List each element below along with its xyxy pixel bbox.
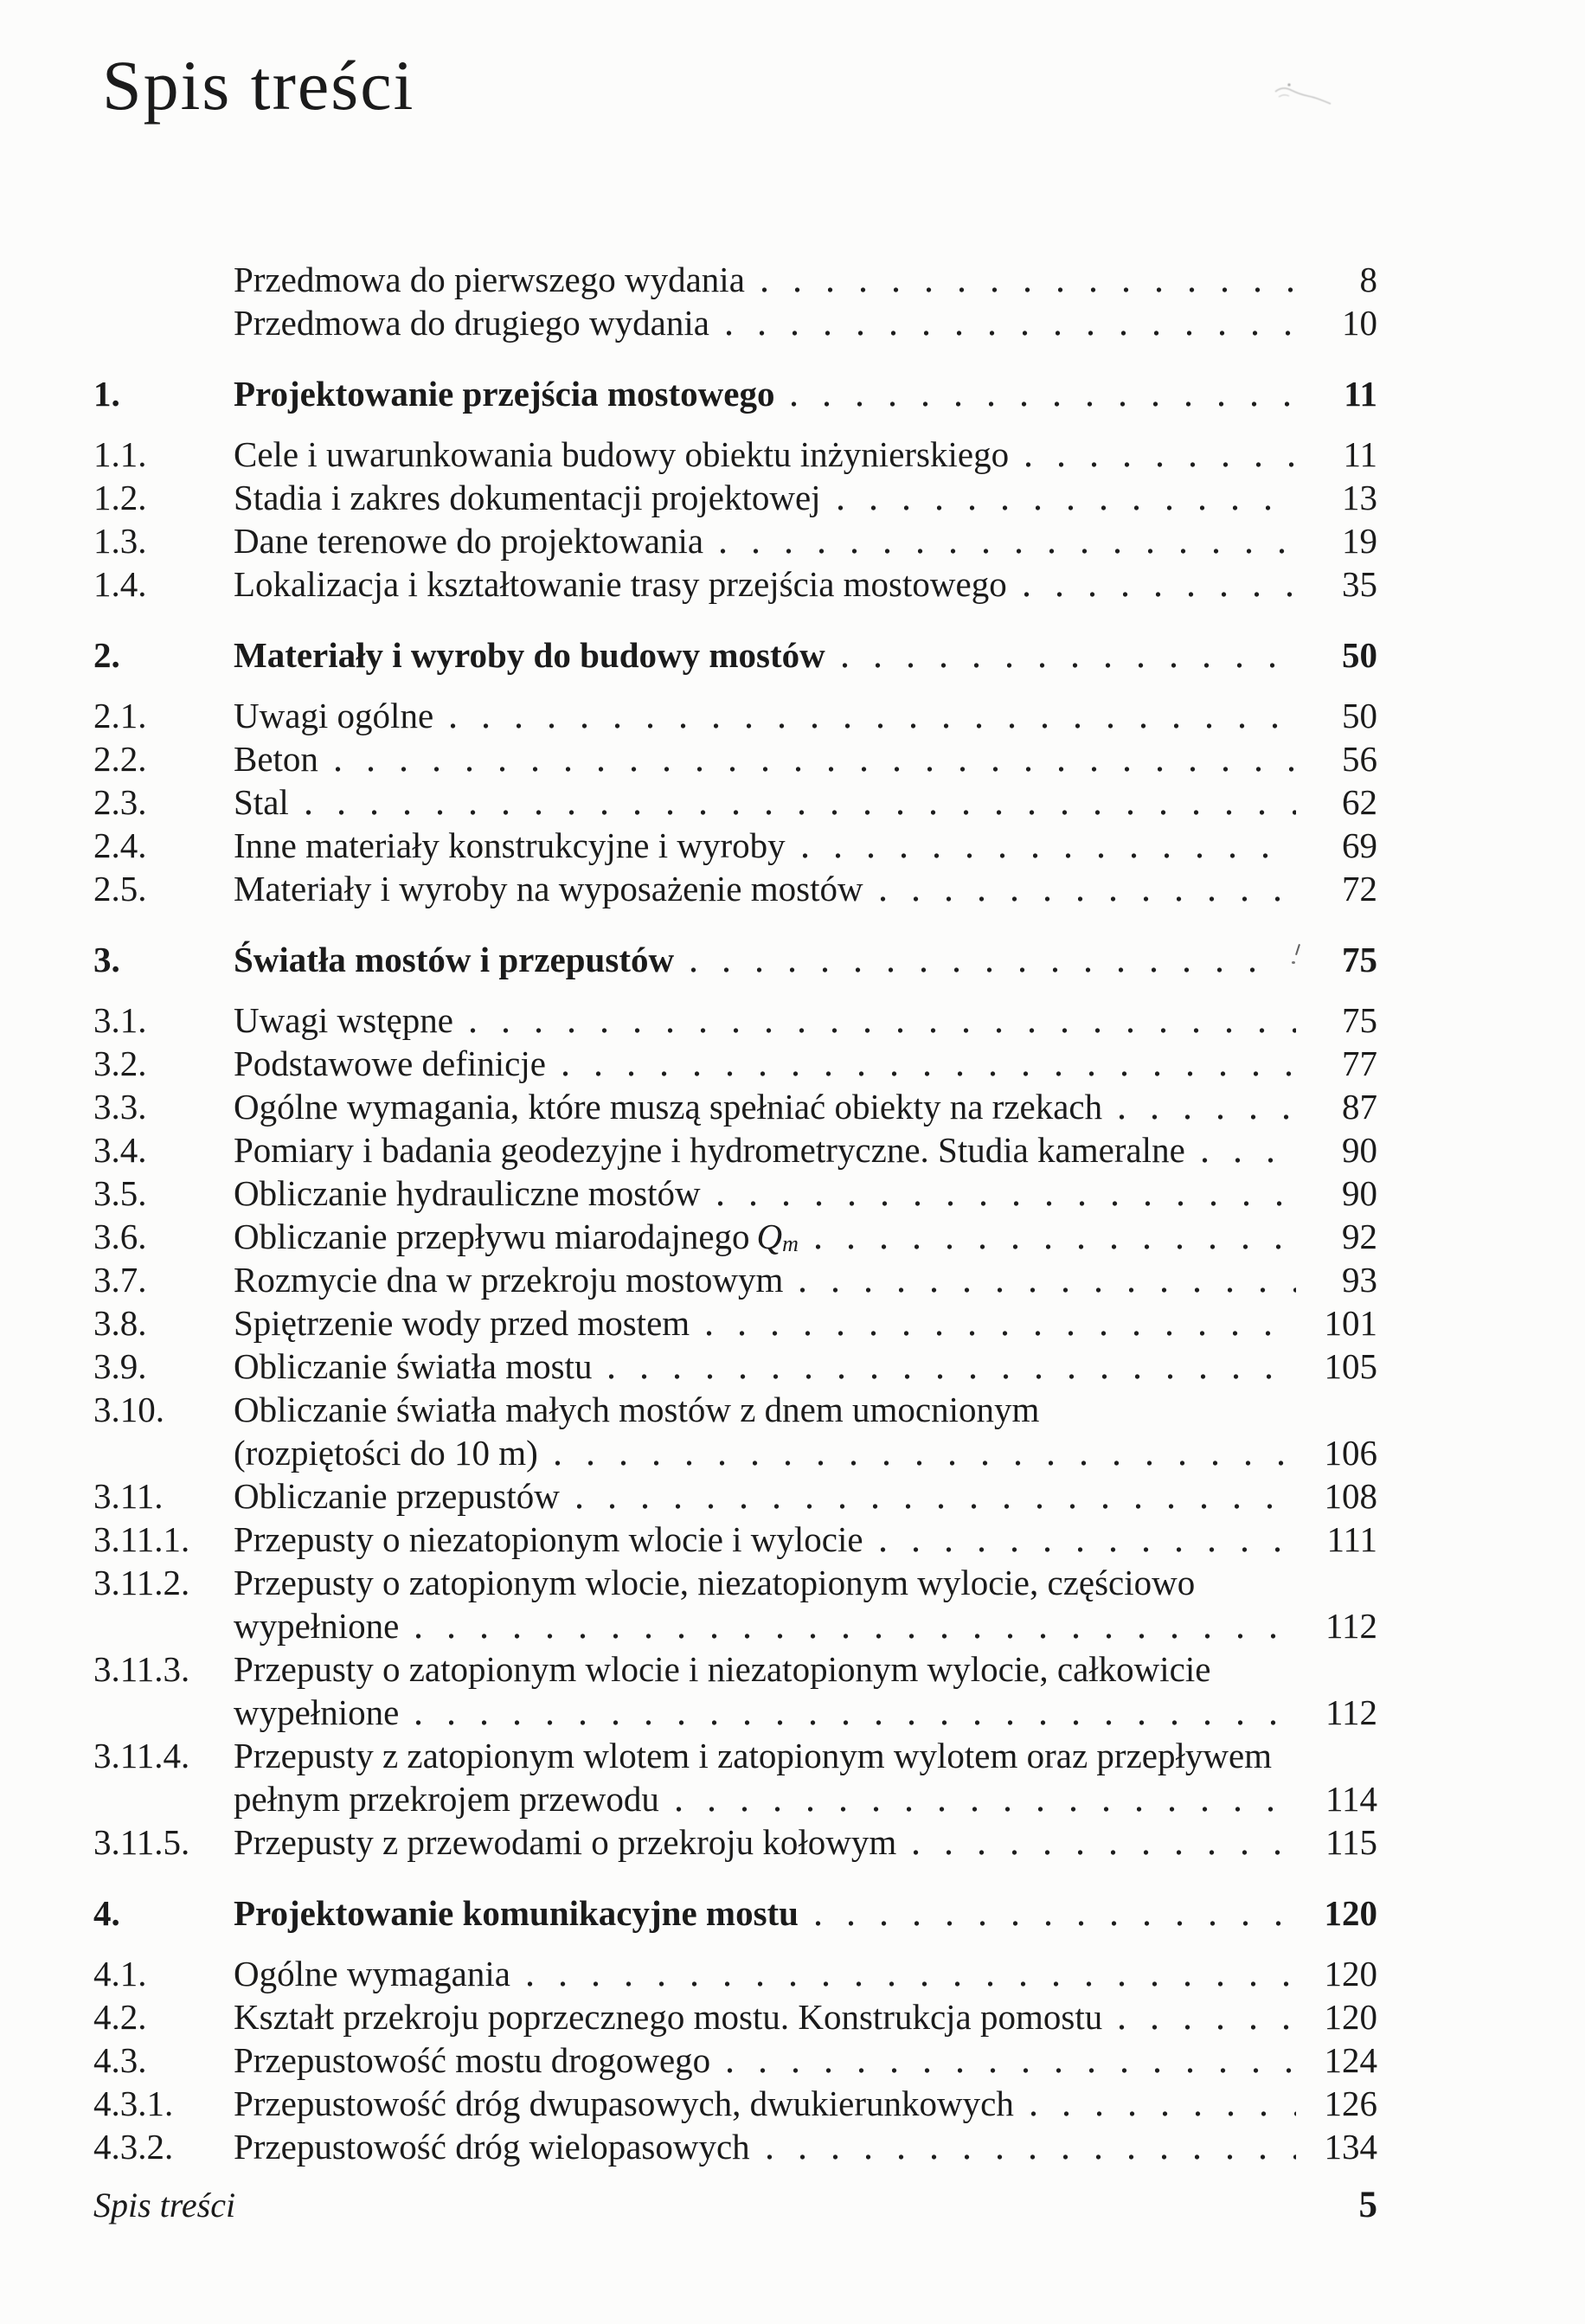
toc-entry — [93, 562, 1377, 606]
toc-entry-page: 90 — [1342, 1130, 1377, 1170]
leader-dots — [336, 764, 1296, 774]
leader-dots — [1031, 2109, 1296, 2119]
toc-entry — [93, 1301, 1377, 1345]
toc-entry-number: 3.6. — [93, 1217, 147, 1256]
leader-dots — [1203, 1155, 1296, 1165]
leader-dots — [471, 1025, 1296, 1036]
leader-dots — [792, 399, 1296, 409]
leader-dots — [416, 1631, 1296, 1641]
toc-entry-title: (rozpiętości do 10 m) — [234, 1433, 538, 1473]
toc-entry — [93, 1215, 1377, 1258]
toc-entry-page: 105 — [1324, 1346, 1377, 1386]
toc-entry-page: 124 — [1324, 2040, 1377, 2080]
toc-entry — [93, 1258, 1377, 1301]
toc-entry-page: 120 — [1324, 1997, 1377, 2037]
toc-entry-page: 111 — [1326, 1519, 1377, 1559]
toc-entry — [93, 476, 1377, 519]
leader-dots — [677, 1804, 1296, 1814]
toc-entry-number: 3.11.2. — [93, 1563, 190, 1602]
toc-entry-title: Uwagi wstępne — [234, 1000, 453, 1040]
toc-entry — [93, 1085, 1377, 1128]
toc-entry-page: 72 — [1342, 869, 1377, 908]
math-subscript: m — [782, 1231, 799, 1256]
leader-dots — [767, 2152, 1296, 2162]
toc-entry-page: 134 — [1324, 2127, 1377, 2167]
toc-entry-number: 3.10. — [93, 1390, 164, 1429]
toc-entry-page: 120 — [1324, 1893, 1377, 1933]
toc-entry-page: 77 — [1342, 1043, 1377, 1083]
toc-entry — [93, 2125, 1377, 2168]
toc-entry-title: Przepusty o niezatopionym wlocie i wylocie — [234, 1519, 863, 1559]
toc-entry-number: 4.3. — [93, 2040, 147, 2080]
toc-entry-number: 3.5. — [93, 1173, 147, 1213]
toc-entry — [93, 2038, 1377, 2082]
toc-entry-number: 4. — [93, 1893, 120, 1933]
scan-smudge-artifact — [1270, 80, 1344, 117]
leader-dots — [451, 721, 1296, 731]
toc-entry — [93, 1734, 1377, 1820]
toc-entry-page: 62 — [1342, 782, 1377, 822]
toc-entry — [93, 1995, 1377, 2038]
leader-dots — [727, 328, 1296, 338]
toc-entry-number: 2.5. — [93, 869, 147, 908]
toc-entry-number: 1.1. — [93, 434, 147, 474]
toc-entry-title: Obliczanie przepływu miarodajnego — [234, 1217, 750, 1256]
stray-pen-mark — [1289, 942, 1305, 977]
leader-dots — [803, 851, 1296, 861]
toc-entry-page: 87 — [1342, 1087, 1377, 1127]
toc-entry — [93, 867, 1377, 910]
leader-dots — [728, 2065, 1296, 2076]
toc-entry — [93, 998, 1377, 1042]
toc-entry-title: Przedmowa do drugiego wydania — [234, 303, 709, 343]
toc-entry — [93, 2082, 1377, 2125]
page-footer — [93, 2184, 1377, 2226]
toc-entry-title: Przepustowość mostu drogowego — [234, 2040, 711, 2080]
toc-entry-title: Przepustowość dróg dwupasowych, dwukierunkowych — [234, 2083, 1014, 2123]
leader-dots — [528, 1979, 1296, 1989]
toc-entry-title: Przepustowość dróg wielopasowych — [234, 2127, 750, 2167]
toc-entry-number: 1.2. — [93, 478, 147, 517]
leader-dots — [707, 1328, 1296, 1339]
toc-section-heading — [93, 938, 1377, 981]
toc-entry-number: 3.4. — [93, 1130, 147, 1170]
toc-entry-page: 19 — [1342, 521, 1377, 561]
toc-entry-title: Przepusty z przewodami o przekroju kołowym — [234, 1822, 897, 1862]
toc-entry-title: Materiały i wyroby do budowy mostów — [234, 635, 825, 675]
toc-entry-title: Podstawowe definicje — [234, 1043, 546, 1083]
toc-entry-number — [93, 258, 234, 301]
toc-entry-number: 1.3. — [93, 521, 147, 561]
leader-dots — [721, 546, 1296, 556]
toc-entry — [93, 1518, 1377, 1561]
toc-entry-page: 75 — [1342, 940, 1377, 979]
toc-entry — [93, 1647, 1377, 1734]
toc-entry-number: 3.8. — [93, 1303, 147, 1343]
toc-entry-number: 3.11.1. — [93, 1519, 190, 1559]
leader-dots — [1024, 589, 1296, 600]
toc-entry-title: wypełnione — [234, 1692, 400, 1732]
toc-entry — [93, 258, 1377, 301]
toc-entry — [93, 1128, 1377, 1172]
toc-entry-number: 2.3. — [93, 782, 147, 822]
toc-list — [93, 258, 1377, 2168]
toc-entry — [93, 1952, 1377, 1995]
toc-entry-title: Uwagi ogólne — [234, 696, 434, 735]
leader-dots — [843, 660, 1296, 671]
toc-entry — [93, 1172, 1377, 1215]
toc-section-heading — [93, 372, 1377, 415]
toc-entry-page: 11 — [1344, 374, 1377, 414]
toc-entry-page: 112 — [1325, 1606, 1377, 1646]
toc-entry-number: 3.11.4. — [93, 1736, 190, 1775]
leader-dots — [838, 503, 1296, 513]
leader-dots — [691, 965, 1280, 975]
toc-entry-title: Stadia i zakres dokumentacji projektowej — [234, 478, 821, 517]
toc-entry-title: Obliczanie światła mostu — [234, 1346, 593, 1386]
toc-entry-title: Przepusty o zatopionym wlocie, niezatopionym wylocie, częściowo — [234, 1563, 1196, 1602]
toc-entry-title: Cele i uwarunkowania budowy obiektu inżynierskiego — [234, 434, 1010, 474]
toc-entry-number: 3.9. — [93, 1346, 147, 1386]
leader-dots — [306, 807, 1296, 818]
toc-entry-number: 2.1. — [93, 696, 147, 735]
toc-entry-title: Obliczanie hydrauliczne mostów — [234, 1173, 701, 1213]
leader-dots — [800, 1285, 1296, 1295]
toc-entry — [93, 1388, 1377, 1474]
leader-dots — [1120, 2022, 1296, 2032]
toc-entry-page: 11 — [1343, 434, 1377, 474]
toc-entry — [93, 1820, 1377, 1864]
toc-entry-title: Lokalizacja i kształtowanie trasy przejścia mostowego — [234, 564, 1007, 604]
leader-dots — [416, 1717, 1296, 1728]
toc-entry — [93, 519, 1377, 562]
toc-entry-page: 50 — [1342, 696, 1377, 735]
toc-entry-number: 3. — [93, 940, 120, 979]
toc-entry-number: 2.2. — [93, 739, 147, 779]
toc-entry-page: 75 — [1342, 1000, 1377, 1040]
leader-dots — [609, 1371, 1296, 1382]
leader-dots — [577, 1501, 1296, 1512]
toc-entry-title: Materiały i wyroby na wyposażenie mostów — [234, 869, 863, 908]
toc-entry-page: 8 — [1359, 260, 1377, 299]
toc-entry-title: Przepusty o zatopionym wlocie i niezatopionym wylocie, całkowicie — [234, 1649, 1211, 1689]
toc-entry-number: 3.11.5. — [93, 1822, 190, 1862]
toc-entry-page: 92 — [1342, 1217, 1377, 1256]
toc-entry-title: Przedmowa do pierwszego wydania — [234, 260, 745, 299]
toc-entry-number: 4.3.2. — [93, 2127, 174, 2167]
toc-entry-title: Pomiary i badania geodezyjne i hydrometryczne. Studia kameralne — [234, 1130, 1185, 1170]
toc-entry-page: 35 — [1342, 564, 1377, 604]
toc-entry-title: Przepusty z zatopionym wlotem i zatopionym wylotem oraz przepływem — [234, 1736, 1273, 1775]
math-variable: Q — [756, 1217, 783, 1256]
leader-dots — [914, 1847, 1296, 1858]
toc-entry-number: 1.4. — [93, 564, 147, 604]
footer-section-label: Spis treści — [93, 2186, 236, 2224]
toc-entry-number: 4.2. — [93, 1997, 147, 2037]
toc-entry-title: Kształt przekroju poprzecznego mostu. Konstrukcja pomostu — [234, 1997, 1103, 2037]
toc-entry — [93, 737, 1377, 780]
leader-dots — [563, 1069, 1296, 1079]
footer-page-number: 5 — [1358, 2185, 1377, 2225]
toc-section-heading — [93, 1891, 1377, 1935]
toc-entry-title: wypełnione — [234, 1606, 400, 1646]
toc-entry-number: 3.1. — [93, 1000, 147, 1040]
toc-entry-page: 69 — [1342, 825, 1377, 865]
toc-entry — [93, 780, 1377, 824]
toc-entry — [93, 301, 1377, 344]
leader-dots — [762, 285, 1296, 295]
leader-dots — [816, 1242, 1296, 1252]
toc-entry-page: 56 — [1342, 739, 1377, 779]
toc-entry-page: 93 — [1342, 1260, 1377, 1300]
toc-entry-page: 90 — [1342, 1173, 1377, 1213]
toc-entry-page: 50 — [1342, 635, 1377, 675]
toc-entry — [93, 1561, 1377, 1647]
page-title: Spis treści — [102, 46, 415, 125]
toc-entry-number: 4.1. — [93, 1954, 147, 1993]
toc-entry-title: Ogólne wymagania, które muszą spełniać obiekty na rzekach — [234, 1087, 1103, 1127]
toc-entry-page: 126 — [1324, 2083, 1377, 2123]
toc-entry-page: 108 — [1324, 1476, 1377, 1516]
toc-entry — [93, 824, 1377, 867]
toc-entry-number — [93, 301, 234, 344]
toc-entry — [93, 1042, 1377, 1085]
leader-dots — [881, 1544, 1296, 1555]
toc-entry-page: 112 — [1325, 1692, 1377, 1732]
toc-entry-page: 114 — [1325, 1779, 1377, 1819]
toc-entry-title: Inne materiały konstrukcyjne i wyroby — [234, 825, 786, 865]
toc-entry — [93, 433, 1377, 476]
toc-entry-title: Stal — [234, 782, 289, 822]
toc-entry-title: Dane terenowe do projektowania — [234, 521, 704, 561]
toc-entry-title: Spiętrzenie wody przed mostem — [234, 1303, 690, 1343]
toc-entry — [93, 1474, 1377, 1518]
toc-entry-number: 2. — [93, 635, 120, 675]
leader-dots — [816, 1918, 1296, 1929]
leader-dots — [1026, 459, 1296, 470]
toc-entry-number: 4.3.1. — [93, 2083, 174, 2123]
leader-dots — [1120, 1112, 1296, 1122]
toc-entry — [93, 1345, 1377, 1388]
toc-entry-number: 3.3. — [93, 1087, 147, 1127]
toc-entry-page: 13 — [1342, 478, 1377, 517]
toc-entry-number: 3.11.3. — [93, 1649, 190, 1689]
toc-entry-page: 115 — [1325, 1822, 1377, 1862]
toc-entry-title: Obliczanie przepustów — [234, 1476, 560, 1516]
toc-entry-page: 101 — [1324, 1303, 1377, 1343]
toc-section-heading — [93, 633, 1377, 677]
toc-entry-number: 2.4. — [93, 825, 147, 865]
leader-dots — [718, 1198, 1296, 1209]
toc-entry-title: Rozmycie dna w przekroju mostowym — [234, 1260, 784, 1300]
toc-entry-number: 3.2. — [93, 1043, 147, 1083]
toc-entry-title: Obliczanie światła małych mostów z dnem umocnionym — [234, 1390, 1040, 1429]
toc-entry-page: 120 — [1324, 1954, 1377, 1993]
toc-entry-title: Beton — [234, 739, 318, 779]
toc-entry-title: Projektowanie komunikacyjne mostu — [234, 1893, 799, 1933]
leader-dots — [881, 894, 1296, 904]
toc-entry-number: 1. — [93, 374, 120, 414]
toc-entry-title: pełnym przekrojem przewodu — [234, 1779, 659, 1819]
toc-entry-title: Projektowanie przejścia mostowego — [234, 374, 775, 414]
toc-entry — [93, 694, 1377, 737]
toc-entry-page: 10 — [1342, 303, 1377, 343]
toc-entry-title: Ogólne wymagania — [234, 1954, 510, 1993]
toc-entry-page: 106 — [1324, 1433, 1377, 1473]
toc-entry-title: Światła mostów i przepustów — [234, 940, 675, 979]
leader-dots — [555, 1458, 1296, 1468]
toc-entry-number: 3.11. — [93, 1476, 164, 1516]
toc-entry-number: 3.7. — [93, 1260, 147, 1300]
